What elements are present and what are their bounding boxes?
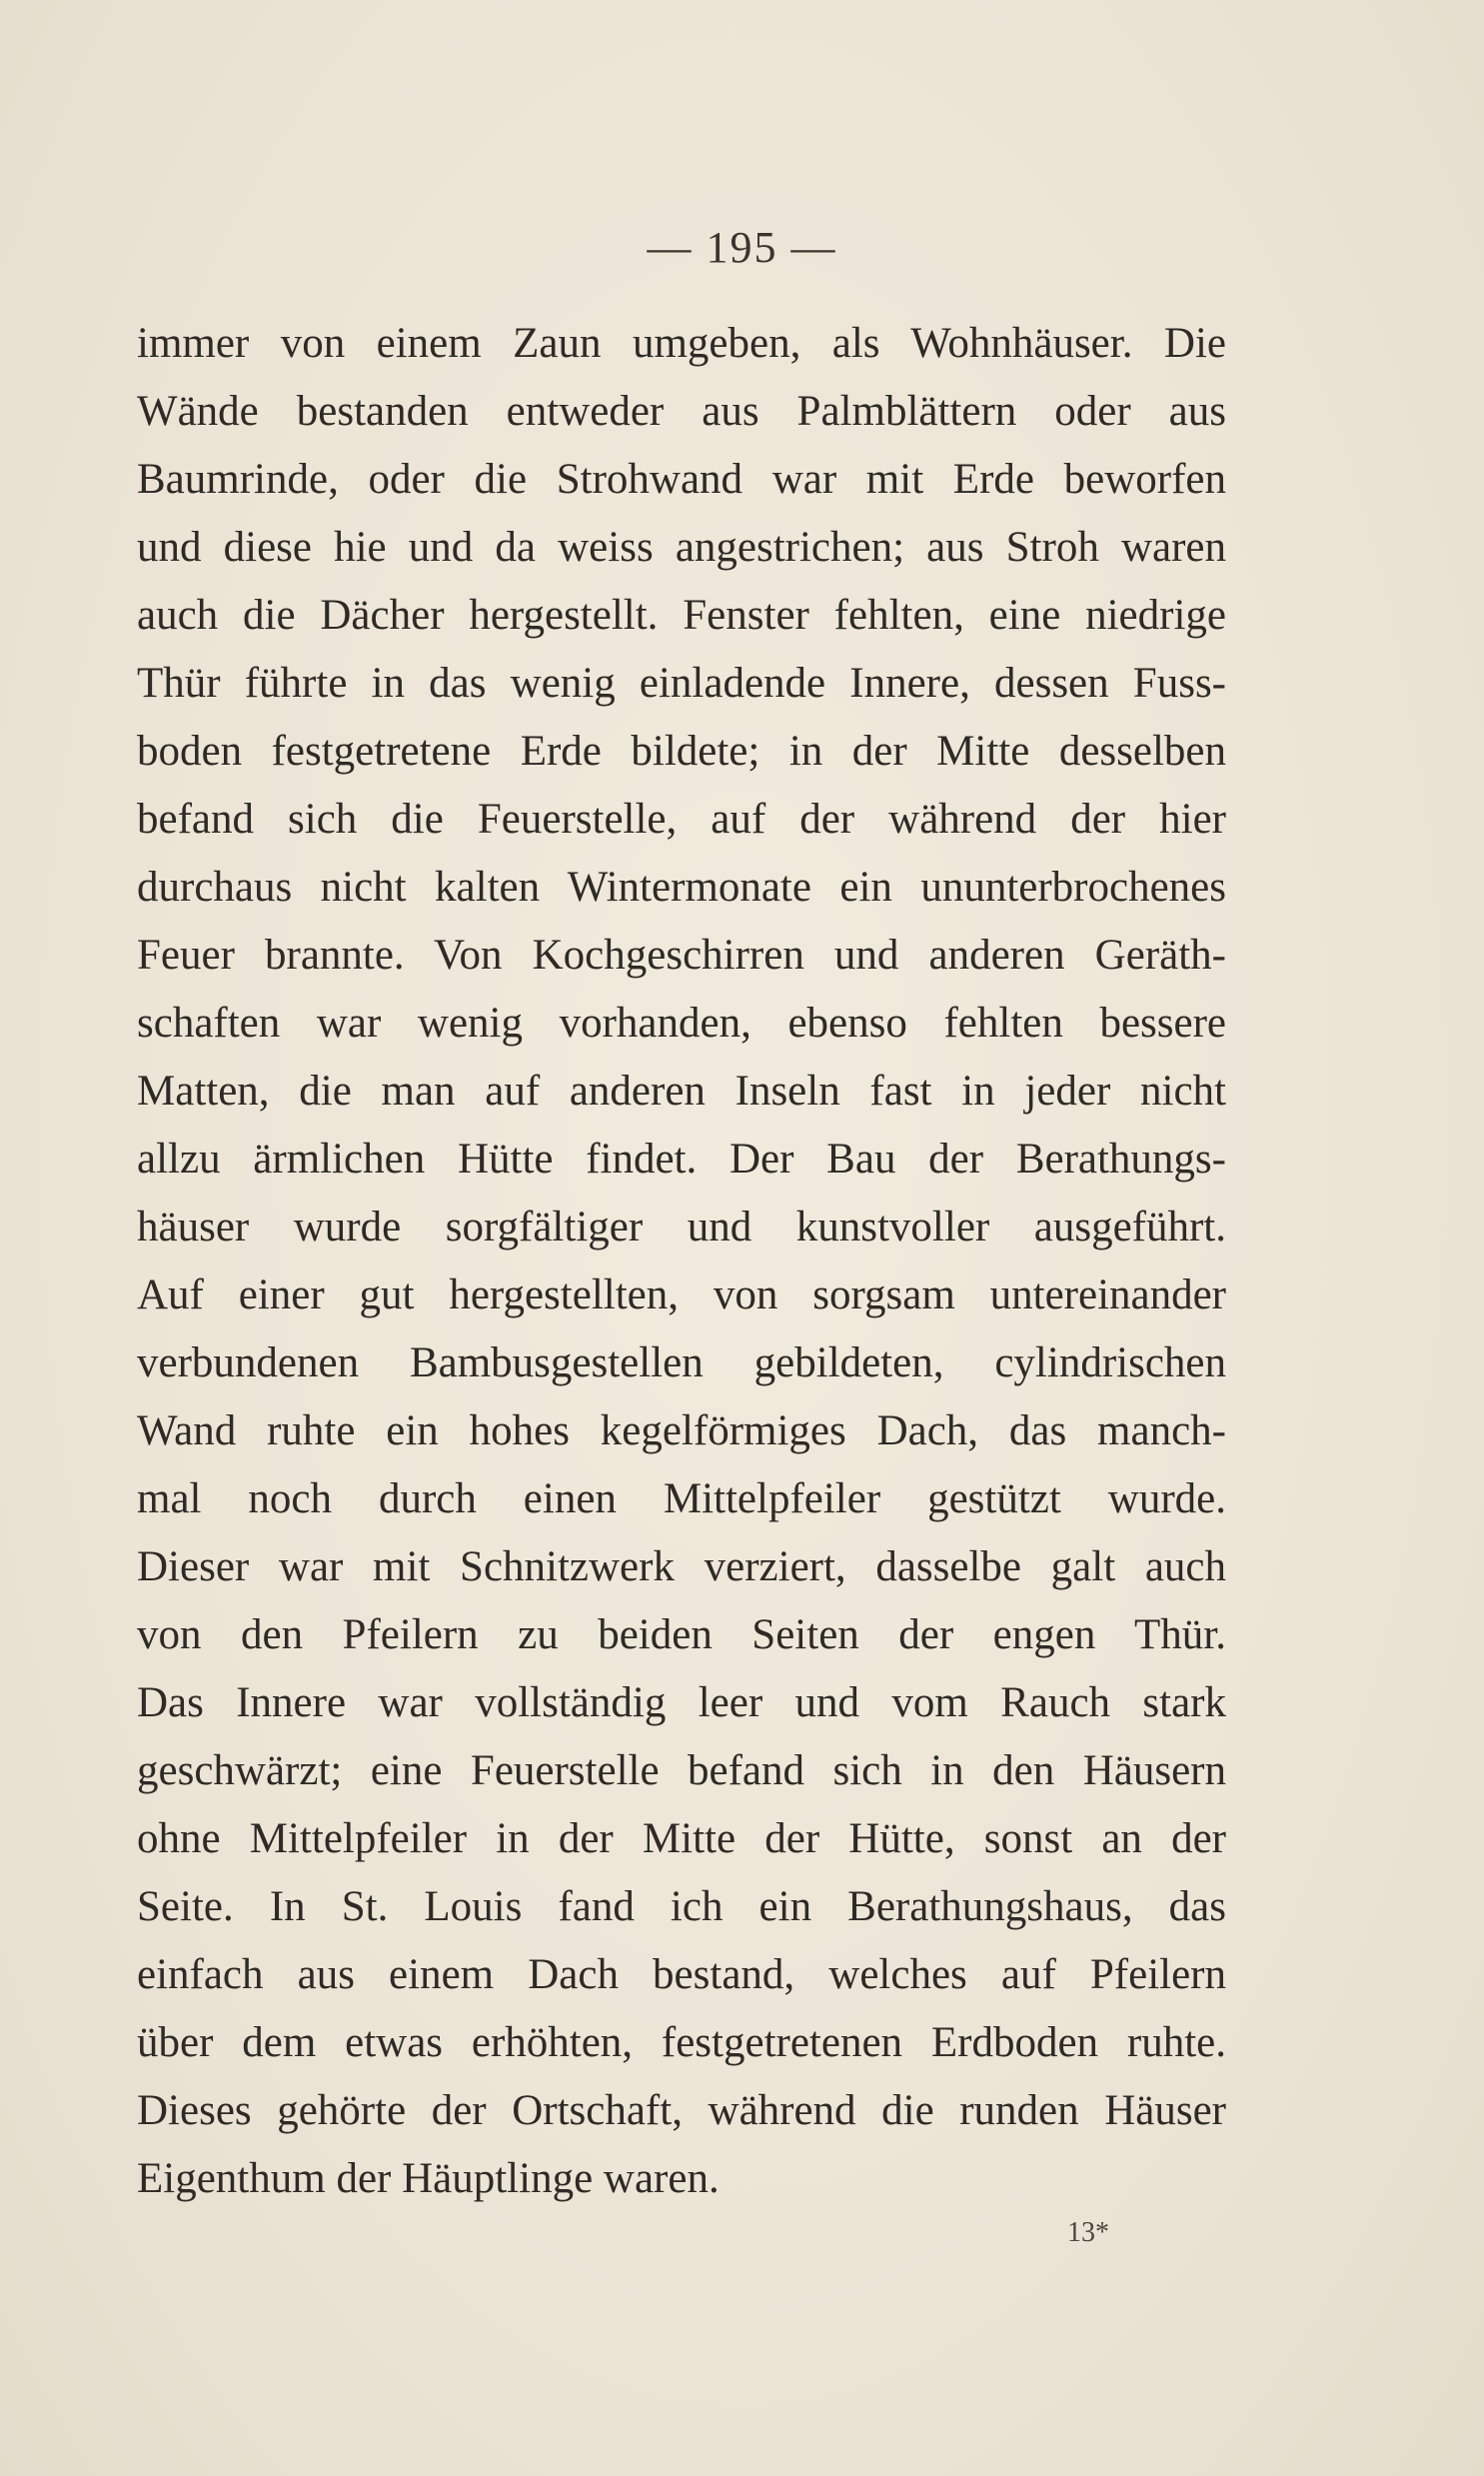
text-line: Baumrinde, oder die Strohwand war mit Erde beworfen xyxy=(137,456,1226,503)
text-line: allzu ärmlichen Hütte findet. Der Bau der Berathungs- xyxy=(137,1136,1226,1183)
text-line: Auf einer gut hergestellten, von sorgsam untereinander xyxy=(137,1271,1226,1318)
text-line: auch die Dächer hergestellt. Fenster fehlten, eine niedrige xyxy=(137,592,1226,639)
text-line: und diese hie und da weiss angestrichen; aus Stroh waren xyxy=(137,524,1226,571)
text-line: Feuer brannte. Von Kochgeschirren und anderen Geräth- xyxy=(137,932,1226,979)
text-line: Wände bestanden entweder aus Palmblättern oder aus xyxy=(137,388,1226,435)
text-line: Thür führte in das wenig einladende Innere, dessen Fuss- xyxy=(137,660,1226,707)
text-line: Eigenthum der Häuptlinge waren. xyxy=(137,2155,720,2202)
text-line: schaften war wenig vorhanden, ebenso fehlten bessere xyxy=(137,1000,1226,1047)
page-number: — 195 — xyxy=(647,223,837,272)
text-line: einfach aus einem Dach bestand, welches auf Pfeilern xyxy=(137,1951,1226,1998)
signature-mark: 13* xyxy=(1067,2217,1109,2248)
text-line: durchaus nicht kalten Wintermonate ein ununterbrochenes xyxy=(137,864,1226,911)
text-line: ohne Mittelpfeiler in der Mitte der Hütte, sonst an der xyxy=(137,1815,1226,1862)
text-line: verbundenen Bambusgestellen gebildeten, cylindrischen xyxy=(137,1339,1226,1386)
text-line: mal noch durch einen Mittelpfeiler gestützt wurde. xyxy=(137,1475,1226,1522)
text-line: häuser wurde sorgfältiger und kunstvoller ausgeführt. xyxy=(137,1204,1226,1250)
text-line: über dem etwas erhöhten, festgetretenen Erdboden ruhte. xyxy=(137,2019,1226,2066)
text-line: Wand ruhte ein hohes kegelförmiges Dach, das manch- xyxy=(137,1407,1226,1454)
text-line: Matten, die man auf anderen Inseln fast in jeder nicht xyxy=(137,1068,1226,1115)
text-line: befand sich die Feuerstelle, auf der während der hier xyxy=(137,796,1226,843)
text-line: Dieser war mit Schnitzwerk verziert, dasselbe galt auch xyxy=(137,1543,1226,1590)
text-line: Das Innere war vollständig leer und vom Rauch stark xyxy=(137,1679,1226,1726)
text-line: Seite. In St. Louis fand ich ein Berathungshaus, das xyxy=(137,1883,1226,1930)
text-line: geschwärzt; eine Feuerstelle befand sich in den Häusern xyxy=(137,1747,1226,1794)
text-line: boden festgetretene Erde bildete; in der Mitte desselben xyxy=(137,728,1226,775)
text-line: immer von einem Zaun umgeben, als Wohnhäuser. Die xyxy=(137,320,1226,367)
text-line: Dieses gehörte der Ortschaft, während die runden Häuser xyxy=(137,2087,1226,2134)
body-text xyxy=(137,310,1226,2213)
text-line: von den Pfeilern zu beiden Seiten der engen Thür. xyxy=(137,1611,1226,1658)
